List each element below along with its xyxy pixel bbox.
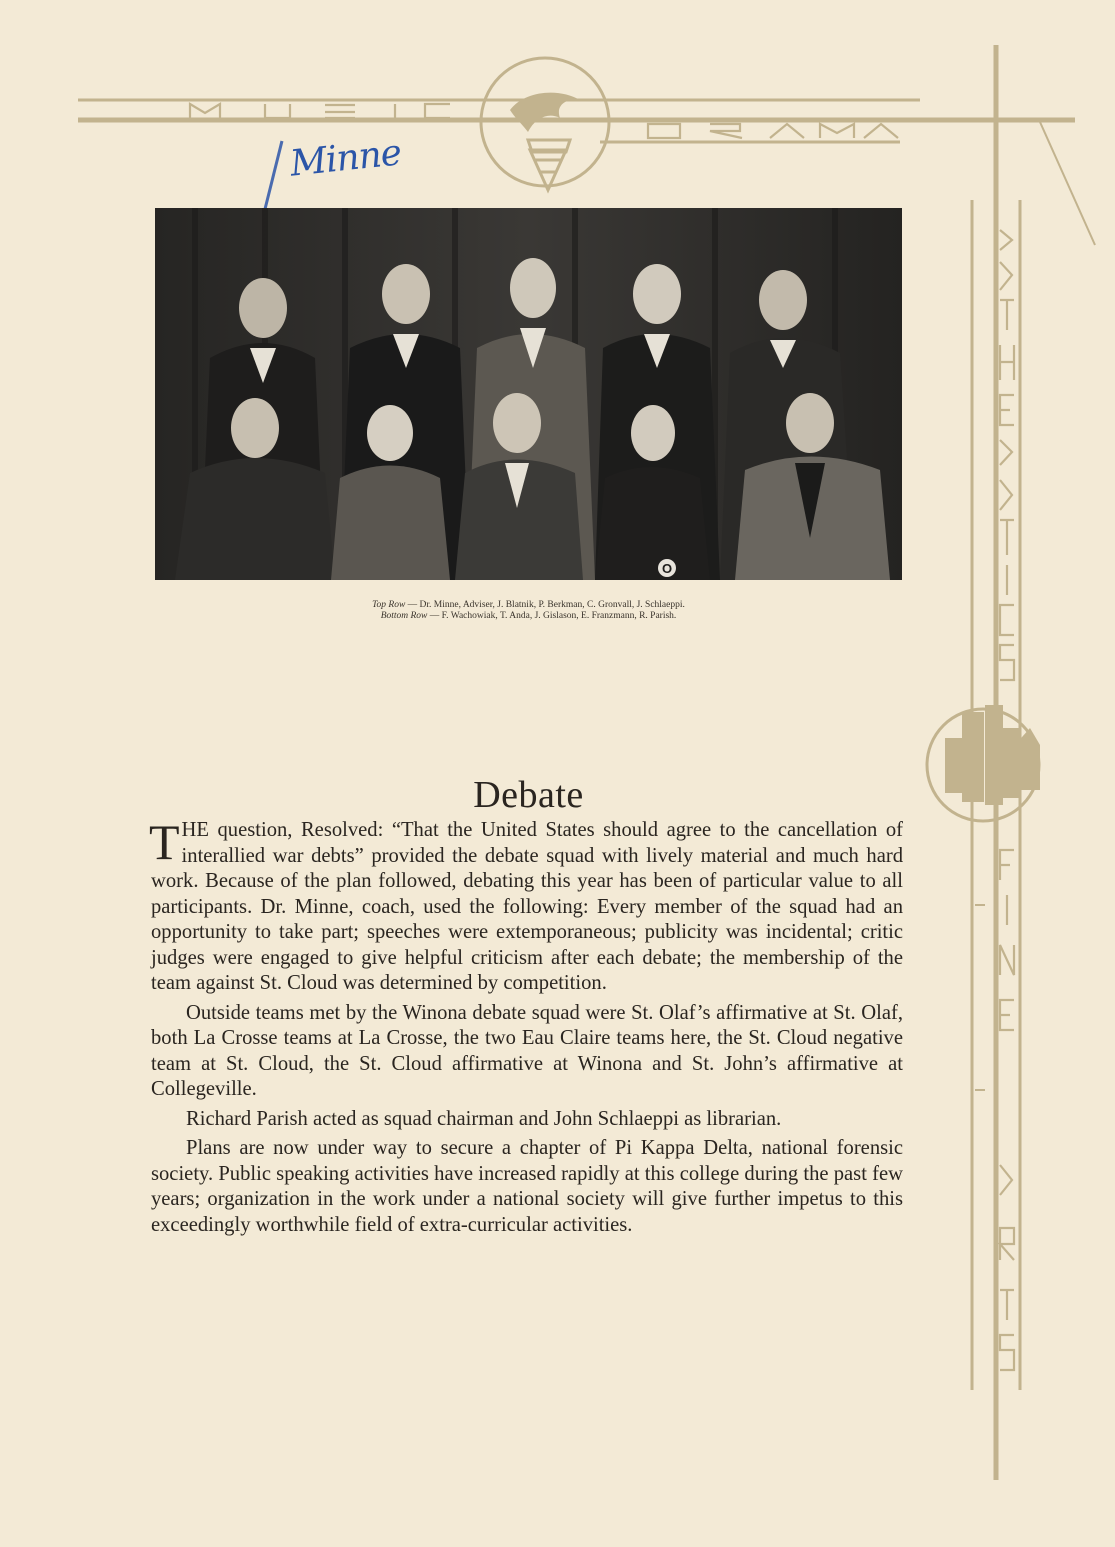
photo-caption [155,600,902,622]
torch-icon [510,93,580,190]
paragraph-1-text: HE question, Resolved: “That the United States should agree to the cancellation of interallied war debts” provided the debate squad with lively material and much hard work. Because of the plan followed, debating this year has been of particular value to all participants. Dr. Minne, coach, used the following: Every member of the squad had an opportunity to take part; speeches were extemporaneous; publicity was incidental; critic judges were engaged to give helpful criticism after each debate; the membership of the team against St. Cloud was determined by competition. [151,819,903,994]
drop-cap: T [149,814,180,870]
caption-bottom-row [155,611,902,622]
drama-lettering [648,124,898,138]
right-bar-ornament [927,45,1095,1480]
paragraph-4: Plans are now under way to secure a chapter of Pi Kappa Delta, national forensic society. Public speaking activities have increased rapidly at this college during the past few years; organization in the work under a national society will give further impetus to this exceedingly worthwhile field of extra-curricular activities. [151,1137,903,1236]
group-photo-illustration [155,208,902,580]
handwritten-annotation: Minne [288,132,403,185]
caption-top-row [155,600,902,611]
paragraph-3: Richard Parish acted as squad chairman and John Schlaeppi as librarian. [186,1107,782,1130]
paragraph-2: Outside teams met by the Winona debate squad were St. Olaf’s affirmative at St. Olaf, both La Crosse teams at La Crosse, the two Eau Claire teams here, the St. Cloud negative team at St. Cloud, the St. Cloud affirmative at Winona and St. John’s affirmative at Collegeville. [151,1001,903,1100]
top-row-label: Top Row [372,600,406,610]
top-row-names: — Dr. Minne, Adviser, J. Blatnik, P. Berkman, C. Gronvall, J. Schlaeppi. [405,600,685,610]
article-body [149,814,903,1242]
top-bar-ornament [78,58,1075,190]
jersey-letter: O [661,561,673,576]
bottom-row-names: — F. Wachowiak, T. Anda, J. Gislason, E. Franzmann, R. Parish. [427,611,677,621]
debate-squad-photo [155,208,902,580]
bottom-row-label: Bottom Row [380,611,428,621]
mathematics-lettering [1000,230,1014,680]
music-lettering [190,104,450,118]
paragraph-1 [149,814,903,997]
page-title: Debate [473,774,584,817]
fine-arts-lettering [1000,850,1014,1370]
city-skyline-icon [945,705,1040,805]
